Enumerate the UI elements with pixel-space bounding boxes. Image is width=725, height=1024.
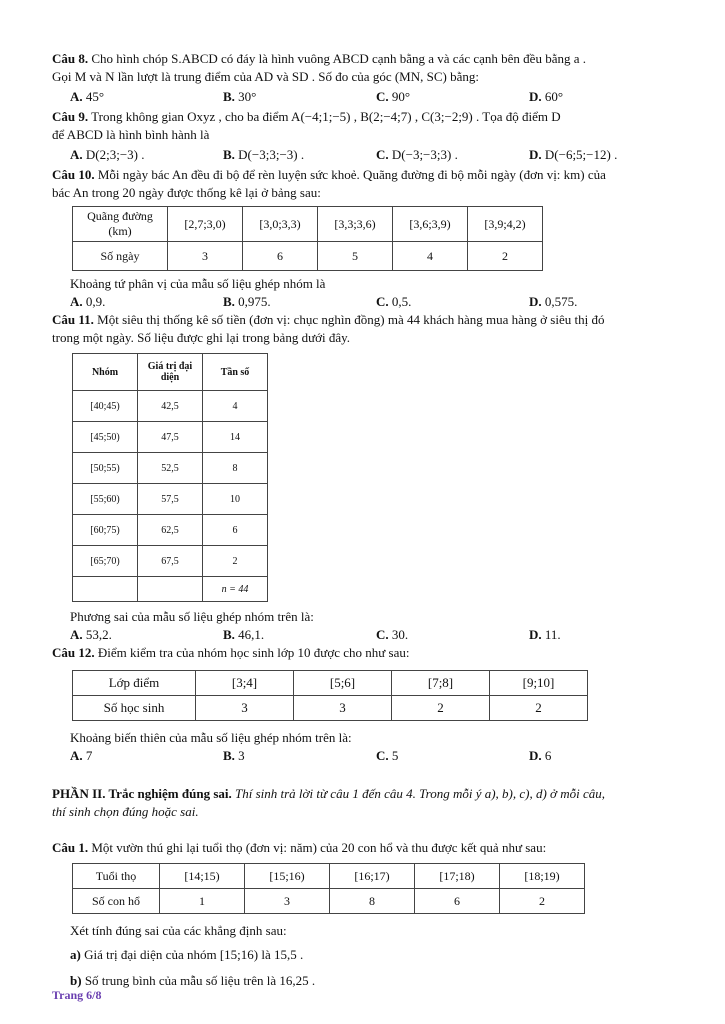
q8-option-a: A. 45°	[70, 89, 105, 104]
q9-options	[70, 146, 682, 164]
q12-options	[70, 747, 682, 765]
table-cell: 6	[415, 889, 500, 914]
table-row	[73, 696, 588, 721]
q12-prompt: Khoảng biến thiên của mẫu số liệu ghép nhóm trên là:	[70, 730, 352, 745]
table-header-cell: Tuổi thọ	[73, 864, 160, 889]
page-number: Trang 6/8	[52, 988, 102, 1002]
part2-line1	[52, 785, 682, 803]
table-row	[73, 391, 268, 422]
table-header-cell: Giá trị đại diện	[138, 354, 203, 391]
table-header-cell: Tần số	[203, 354, 268, 391]
table-row	[73, 864, 585, 889]
table-cell: 57,5	[138, 484, 203, 515]
part2-instruction2: thí sinh chọn đúng hoặc sai.	[52, 804, 199, 819]
table-cell: 4	[203, 391, 268, 422]
table-row	[73, 889, 585, 914]
q10-option-b: B. 0,975.	[223, 294, 271, 309]
table-cell: 2	[392, 696, 490, 721]
p2q1-table	[72, 863, 585, 914]
table-cell: [15;16)	[245, 864, 330, 889]
q10-option-d: D. 0,575.	[529, 294, 578, 309]
q11-prompt: Phương sai của mẫu số liệu ghép nhóm trên là:	[70, 609, 314, 624]
table-cell: [2,7;3,0)	[168, 207, 243, 242]
table-row	[73, 484, 268, 515]
table-row	[73, 354, 268, 391]
q12-table	[72, 670, 588, 721]
table-cell: 6	[243, 242, 318, 271]
table-cell: 67,5	[138, 546, 203, 577]
table-header-cell: Quãng đường (km)	[73, 207, 168, 242]
part2-instruction1: Thí sinh trả lời từ câu 1 đến câu 4. Trong mỗi ý a), b), c), d) ở mỗi câu,	[235, 786, 606, 801]
table-header-cell: Nhóm	[73, 354, 138, 391]
table-cell: 2	[468, 242, 543, 271]
table-cell: 2	[203, 546, 268, 577]
table-cell: [45;50)	[73, 422, 138, 453]
table-cell: [17;18)	[415, 864, 500, 889]
q9-option-b: B. D(−3;3;−3) .	[223, 147, 305, 162]
q12-label: Câu 12.	[52, 645, 95, 660]
q9-text1: Trong không gian Oxyz , cho ba điểm A(−4;1;−5) , B(2;−4;7) , C(3;−2;9) . Tọa độ điểm D	[91, 109, 561, 124]
p2q1-text1: Một vườn thú ghi lại tuổi thọ (đơn vị: năm) của 20 con hổ và thu được kết quả như sau:	[91, 840, 547, 855]
table-header-cell: Lớp điểm	[73, 671, 196, 696]
table-cell: [50;55)	[73, 453, 138, 484]
q10-line2: bác An trong 20 ngày được thống kê lại ở bảng sau:	[52, 185, 321, 200]
q12-text1: Điểm kiểm tra của nhóm học sinh lớp 10 được cho như sau:	[97, 645, 410, 660]
table-cell: 14	[203, 422, 268, 453]
p2q1-prompt: Xét tính đúng sai của các khẳng định sau:	[70, 923, 287, 938]
q12-option-d: D. 6	[529, 748, 552, 763]
table-cell: 3	[196, 696, 294, 721]
table-cell: 2	[500, 889, 585, 914]
table-cell: 2	[490, 696, 588, 721]
q11-option-c: C. 30.	[376, 627, 409, 642]
p2q1-statement-a: a) Giá trị đại diện của nhóm [15;16) là 15,5 .	[70, 947, 304, 962]
table-cell: 8	[330, 889, 415, 914]
q8-line2: Gọi M và N lần lượt là trung điểm của AD và SD . Số đo của góc (MN, SC) bằng:	[52, 69, 479, 84]
table-cell: [40;45)	[73, 391, 138, 422]
table-cell: [3,3;3,6)	[318, 207, 393, 242]
q8-text1: Cho hình chóp S.ABCD có đáy là hình vuông ABCD cạnh bằng a và các cạnh bên đều bằng a .	[91, 51, 586, 66]
table-cell: [3,9;4,2)	[468, 207, 543, 242]
q8-line1	[52, 50, 682, 68]
table-cell: [9;10]	[490, 671, 588, 696]
q12-option-b: B. 3	[223, 748, 245, 763]
table-cell: 52,5	[138, 453, 203, 484]
table-cell: [3,0;3,3)	[243, 207, 318, 242]
table-row	[73, 242, 543, 271]
q9-label: Câu 9.	[52, 109, 89, 124]
table-cell: 8	[203, 453, 268, 484]
table-cell: [3,6;3,9)	[393, 207, 468, 242]
q12-line1	[52, 644, 682, 662]
table-total-cell: n = 44	[203, 577, 268, 602]
table-header-cell: Số học sinh	[73, 696, 196, 721]
table-cell: [5;6]	[294, 671, 392, 696]
table-cell: [16;17)	[330, 864, 415, 889]
q10-text1: Mỗi ngày bác An đều đi bộ để rèn luyện sức khoẻ. Quãng đường đi bộ mỗi ngày (đơn vị: km) của	[97, 167, 606, 182]
p2q1-label: Câu 1.	[52, 840, 89, 855]
q11-text1: Một siêu thị thống kê số tiền (đơn vị: chục nghìn đồng) mà 44 khách hàng mua hàng ở siêu thị đó	[97, 312, 605, 327]
table-header-cell: Số ngày	[73, 242, 168, 271]
table-cell: 10	[203, 484, 268, 515]
p2q1-statement-b: b) Số trung bình của mẫu số liệu trên là 16,25 .	[70, 973, 316, 988]
table-cell: [7;8]	[392, 671, 490, 696]
q9-line1	[52, 108, 682, 126]
q9-option-d: D. D(−6;5;−12) .	[529, 147, 618, 162]
q8-option-d: D. 60°	[529, 89, 564, 104]
table-cell: 1	[160, 889, 245, 914]
table-cell: [60;75)	[73, 515, 138, 546]
q11-table	[72, 353, 268, 602]
table-cell: 47,5	[138, 422, 203, 453]
q11-line2: trong một ngày. Số liệu được ghi lại trong bảng dưới đây.	[52, 330, 351, 345]
p2q1-line1	[52, 839, 682, 857]
table-cell: 42,5	[138, 391, 203, 422]
table-cell: 3	[294, 696, 392, 721]
table-cell: [14;15)	[160, 864, 245, 889]
table-row	[73, 546, 268, 577]
exam-page	[52, 50, 682, 994]
table-row	[73, 671, 588, 696]
q9-line2: để ABCD là hình bình hành là	[52, 127, 210, 142]
q12-option-c: C. 5	[376, 748, 399, 763]
q12-option-a: A. 7	[70, 748, 93, 763]
q11-line1	[52, 311, 682, 329]
table-cell: 3	[245, 889, 330, 914]
table-cell: [18;19)	[500, 864, 585, 889]
table-row	[73, 453, 268, 484]
q9-option-c: C. D(−3;−3;3) .	[376, 147, 458, 162]
q8-options	[70, 88, 682, 106]
table-row	[73, 422, 268, 453]
q8-option-b: B. 30°	[223, 89, 257, 104]
table-cell: 5	[318, 242, 393, 271]
q11-option-a: A. 53,2.	[70, 627, 112, 642]
q8-label: Câu 8.	[52, 51, 89, 66]
q9-option-a: A. D(2;3;−3) .	[70, 147, 145, 162]
table-cell	[138, 577, 203, 602]
table-cell: 3	[168, 242, 243, 271]
table-cell: 6	[203, 515, 268, 546]
part2-heading: PHẦN II. Trắc nghiệm đúng sai.	[52, 786, 232, 801]
table-header-cell: Số con hổ	[73, 889, 160, 914]
q8-option-c: C. 90°	[376, 89, 411, 104]
table-row	[73, 207, 543, 242]
q10-table	[72, 206, 543, 271]
table-cell: [65;70)	[73, 546, 138, 577]
table-cell: 62,5	[138, 515, 203, 546]
q10-options	[70, 293, 682, 311]
q10-option-a: A. 0,9.	[70, 294, 106, 309]
table-cell: 4	[393, 242, 468, 271]
q11-options	[70, 626, 682, 644]
q10-line1	[52, 166, 682, 184]
q10-prompt: Khoảng tứ phân vị của mẫu số liệu ghép nhóm là	[70, 276, 326, 291]
table-row	[73, 515, 268, 546]
q11-option-b: B. 46,1.	[223, 627, 265, 642]
q10-option-c: C. 0,5.	[376, 294, 412, 309]
q11-label: Câu 11.	[52, 312, 94, 327]
table-cell: [55;60)	[73, 484, 138, 515]
table-cell: [3;4]	[196, 671, 294, 696]
table-row	[73, 577, 268, 602]
q10-label: Câu 10.	[52, 167, 95, 182]
q11-option-d: D. 11.	[529, 627, 561, 642]
table-cell	[73, 577, 138, 602]
